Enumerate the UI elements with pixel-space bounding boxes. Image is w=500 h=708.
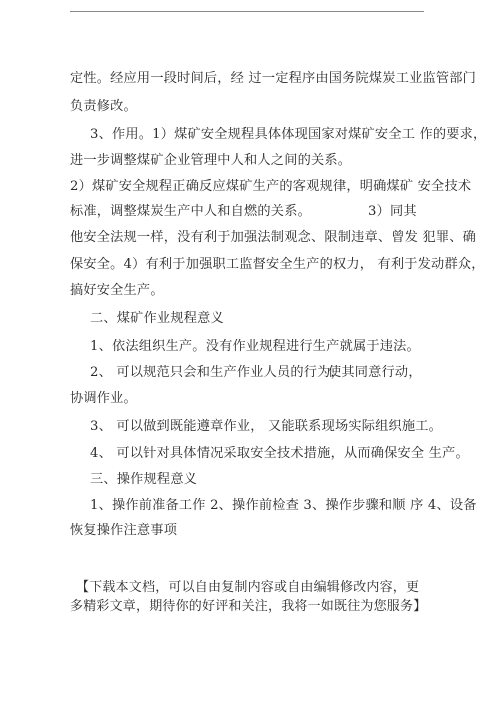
text-line: 3）同其	[368, 204, 417, 219]
list-item: 2、 可以规范只会和生产作业人员的行为，	[90, 365, 344, 380]
section-heading: 三、操作规程意义	[90, 472, 198, 487]
list-item-continuation: 使其同意行动，	[328, 365, 422, 380]
list-item: 1、依法组织生产。没有作业规程进行生产就属于违法。	[90, 339, 420, 354]
text-line: 进一步调整煤矿企业管理中人和人之间的关系。	[70, 153, 352, 168]
text-line: 保安全。4）有利于加强职工监督安全生产的权力， 有利于发动群众，	[70, 257, 485, 272]
text-line: 他安全法规一样，没有利于加强法制观念、限制违章、曾发 犯罪、确	[70, 230, 477, 245]
text-line: 负责修改。	[70, 99, 137, 114]
header-rule	[70, 11, 424, 12]
list-item-continuation: 协调作业。	[70, 391, 137, 406]
text-line: 搞好安全生产。	[70, 283, 164, 298]
list-item: 4、 可以针对具体情况采取安全技术措施，从而确保安全 生产。	[90, 446, 469, 461]
text-line: 定性。经应用一段时间后，经 过一定程序由国务院煤炭工业监管部门	[70, 71, 477, 86]
text-line: 2）煤矿安全规程正确反应煤矿生产的客观规律，明确煤矿 安全技术	[70, 179, 472, 194]
list-item: 1、操作前准备工作 2、操作前检查 3、操作步骤和顺 序 4、设备	[90, 498, 477, 513]
list-item: 3、 可以做到既能遵章作业， 又能联系现场实际组织施工。	[90, 419, 443, 434]
section-heading: 二、煤矿作业规程意义	[90, 311, 224, 326]
list-item-continuation: 恢复操作注意事项	[70, 523, 178, 538]
text-line: 3、作用。1）煤矿安全规程具体体现国家对煤矿安全工 作的要求，	[90, 127, 487, 142]
footer-note: 【下载本文档，可以自由复制内容或自由编辑修改内容，更	[76, 580, 420, 595]
text-line: 标准，调整煤炭生产中人和自燃的关系。	[70, 204, 311, 219]
footer-note: 多精彩文章，期待你的好评和关注，我将一如既往为您服务】	[70, 599, 427, 614]
